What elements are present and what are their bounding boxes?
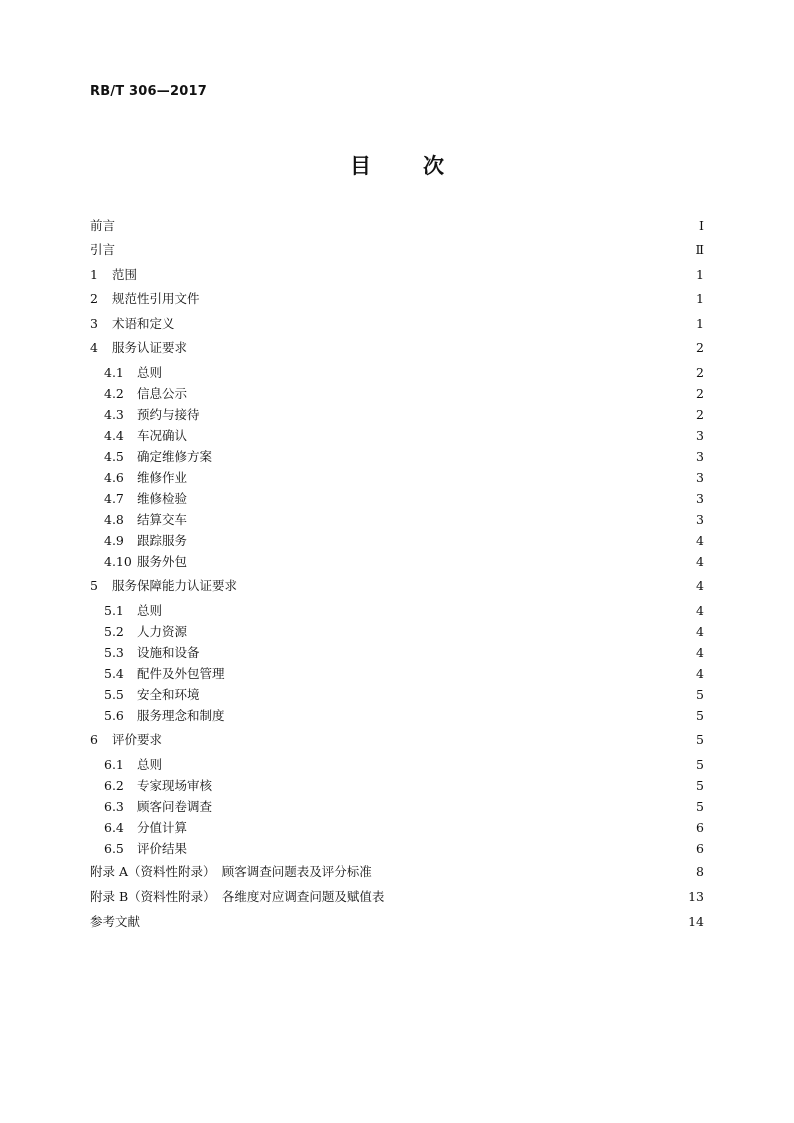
toc-entry-page: 5 bbox=[696, 707, 704, 723]
toc-leader-dots bbox=[218, 447, 690, 467]
toc-entry-label: 预约与接待 bbox=[137, 406, 200, 422]
toc-entry[interactable] bbox=[90, 338, 704, 358]
toc-entry-label: 顾客问卷调查 bbox=[137, 798, 213, 814]
toc-entry[interactable] bbox=[90, 576, 704, 596]
toc-title bbox=[0, 150, 794, 180]
toc-entry-label: 服务外包 bbox=[137, 553, 188, 569]
toc-entry-label: 附录 B（资料性附录） 各维度对应调查问题及赋值表 bbox=[90, 888, 385, 904]
toc-leader-dots bbox=[193, 510, 690, 530]
toc-entry-label: 人力资源 bbox=[137, 623, 188, 639]
toc-entry-number: 4.3 bbox=[104, 406, 124, 422]
toc-entry-number: 4.10 bbox=[104, 553, 132, 569]
toc-entry-page: 4 bbox=[696, 577, 704, 593]
toc-entry-label: 维修作业 bbox=[137, 469, 188, 485]
toc-entry-page: 3 bbox=[696, 448, 704, 464]
toc-entry[interactable] bbox=[104, 384, 704, 404]
toc-entry-label: 维修检验 bbox=[137, 490, 188, 506]
toc-entry-page: 4 bbox=[696, 665, 704, 681]
toc-entry[interactable] bbox=[104, 426, 704, 446]
toc-leader-dots bbox=[168, 601, 690, 621]
toc-entry-label: 前言 bbox=[90, 217, 116, 233]
toc-entry[interactable] bbox=[104, 664, 704, 684]
toc-entry[interactable] bbox=[104, 405, 704, 425]
toc-entry[interactable] bbox=[104, 818, 704, 838]
toc-entry-number: 5.5 bbox=[104, 686, 124, 702]
toc-entry-number: 4.4 bbox=[104, 427, 124, 443]
toc-leader-dots bbox=[193, 839, 690, 859]
toc-entry-label: 总则 bbox=[137, 602, 163, 618]
toc-leader-dots bbox=[206, 289, 690, 309]
toc-leader-dots bbox=[193, 426, 690, 446]
toc-entry-label: 车况确认 bbox=[137, 427, 188, 443]
toc-entry-page: 3 bbox=[696, 490, 704, 506]
toc-entry-page: 3 bbox=[696, 469, 704, 485]
toc-entry[interactable] bbox=[104, 601, 704, 621]
toc-entry-number: 4.7 bbox=[104, 490, 124, 506]
toc-leader-dots bbox=[218, 797, 690, 817]
toc-entry-label: 服务理念和制度 bbox=[137, 707, 225, 723]
toc-entry-page: 2 bbox=[696, 406, 704, 422]
toc-entry-number: 6 bbox=[90, 731, 98, 747]
toc-entry[interactable] bbox=[104, 706, 704, 726]
toc-leader-dots bbox=[168, 755, 690, 775]
toc-entry[interactable] bbox=[90, 240, 704, 260]
toc-entry-page: 3 bbox=[696, 511, 704, 527]
toc-entry-label: 规范性引用文件 bbox=[112, 290, 200, 306]
toc-leader-dots bbox=[206, 405, 690, 425]
toc-entry-label: 服务保障能力认证要求 bbox=[112, 577, 238, 593]
toc-entry-page: 1 bbox=[696, 315, 704, 331]
toc-entry[interactable] bbox=[104, 531, 704, 551]
toc-entry-number: 6.3 bbox=[104, 798, 124, 814]
toc-entry-page: Ⅰ bbox=[699, 217, 704, 233]
toc-entry[interactable] bbox=[90, 265, 704, 285]
toc-entry-page: 5 bbox=[696, 686, 704, 702]
toc-entry-page: 4 bbox=[696, 532, 704, 548]
toc-entry-page: 6 bbox=[696, 840, 704, 856]
toc-entry-number: 5.1 bbox=[104, 602, 124, 618]
toc-entry-label: 信息公示 bbox=[137, 385, 188, 401]
toc-entry-label: 跟踪服务 bbox=[137, 532, 188, 548]
toc-entry-label: 专家现场审核 bbox=[137, 777, 213, 793]
toc-leader-dots bbox=[231, 706, 690, 726]
toc-entry-page: 2 bbox=[696, 364, 704, 380]
toc-leader-dots bbox=[193, 468, 690, 488]
toc-entry-label: 结算交车 bbox=[137, 511, 188, 527]
toc-leader-dots bbox=[206, 643, 690, 663]
toc-entry-page: 13 bbox=[688, 888, 704, 904]
toc-entry[interactable] bbox=[104, 643, 704, 663]
toc-entry-page: 1 bbox=[696, 266, 704, 282]
toc-leader-dots bbox=[121, 240, 689, 260]
toc-entry-label: 附录 A（资料性附录） 顾客调查问题表及评分标准 bbox=[90, 863, 372, 879]
toc-entry[interactable] bbox=[104, 510, 704, 530]
toc-entry[interactable] bbox=[90, 216, 704, 236]
toc-entry-number: 1 bbox=[90, 266, 98, 282]
toc-leader-dots bbox=[193, 531, 690, 551]
toc-leader-dots bbox=[146, 912, 682, 932]
toc-leader-dots bbox=[243, 576, 690, 596]
toc-entry-page: 2 bbox=[696, 385, 704, 401]
toc-entry[interactable] bbox=[104, 489, 704, 509]
toc-entry-number: 4.2 bbox=[104, 385, 124, 401]
toc-entry[interactable] bbox=[104, 363, 704, 383]
toc-entry-label: 分值计算 bbox=[137, 819, 188, 835]
toc-entry-number: 4.9 bbox=[104, 532, 124, 548]
toc-leader-dots bbox=[181, 314, 690, 334]
toc-entry-label: 服务认证要求 bbox=[112, 339, 188, 355]
toc-entry-number: 6.2 bbox=[104, 777, 124, 793]
toc-entry[interactable] bbox=[104, 685, 704, 705]
toc-leader-dots bbox=[218, 776, 690, 796]
toc-entry-label: 引言 bbox=[90, 241, 116, 257]
toc-entry-number: 5.6 bbox=[104, 707, 124, 723]
toc-leader-dots bbox=[193, 552, 690, 572]
toc-entry-number: 5 bbox=[90, 577, 98, 593]
toc-entry-number: 3 bbox=[90, 315, 98, 331]
toc-entry[interactable] bbox=[104, 622, 704, 642]
toc-entry-page: 4 bbox=[696, 623, 704, 639]
toc-leader-dots bbox=[378, 862, 690, 882]
toc-leader-dots bbox=[193, 622, 690, 642]
toc-entry-number: 5.3 bbox=[104, 644, 124, 660]
toc-leader-dots bbox=[390, 887, 682, 907]
toc-entry-page: 14 bbox=[688, 913, 704, 929]
toc-entry[interactable] bbox=[90, 314, 704, 334]
toc-leader-dots bbox=[168, 730, 690, 750]
toc-entry-number: 4.8 bbox=[104, 511, 124, 527]
toc-leader-dots bbox=[143, 265, 690, 285]
toc-leader-dots bbox=[193, 818, 690, 838]
toc-entry-page: 4 bbox=[696, 602, 704, 618]
toc-entry-page: 2 bbox=[696, 339, 704, 355]
document-code: RB/T 306—2017 bbox=[90, 84, 207, 99]
toc-entry[interactable] bbox=[104, 552, 704, 572]
toc-entry-number: 6.5 bbox=[104, 840, 124, 856]
toc-entry[interactable] bbox=[90, 289, 704, 309]
toc-entry-page: 6 bbox=[696, 819, 704, 835]
toc-entry-page: 4 bbox=[696, 644, 704, 660]
toc-leader-dots bbox=[206, 685, 690, 705]
toc-entry[interactable] bbox=[90, 862, 704, 882]
toc-entry[interactable] bbox=[104, 776, 704, 796]
toc-entry-page: 5 bbox=[696, 756, 704, 772]
toc-title-part2: 次 bbox=[423, 154, 444, 178]
toc-entry-page: 4 bbox=[696, 553, 704, 569]
toc-entry-number: 5.2 bbox=[104, 623, 124, 639]
toc-entry-label: 设施和设备 bbox=[137, 644, 200, 660]
toc-entry[interactable] bbox=[104, 797, 704, 817]
toc-entry-number: 2 bbox=[90, 290, 98, 306]
toc-entry-label: 参考文献 bbox=[90, 913, 141, 929]
toc-entry-number: 4.6 bbox=[104, 469, 124, 485]
toc-entry[interactable] bbox=[104, 468, 704, 488]
toc-entry[interactable] bbox=[104, 755, 704, 775]
toc-entry[interactable] bbox=[104, 447, 704, 467]
toc-entry-number: 4.1 bbox=[104, 364, 124, 380]
toc-leader-dots bbox=[231, 664, 690, 684]
toc-entry-number: 4 bbox=[90, 339, 98, 355]
toc-entry-label: 配件及外包管理 bbox=[137, 665, 225, 681]
toc-entry-label: 安全和环境 bbox=[137, 686, 200, 702]
toc-entry-label: 总则 bbox=[137, 756, 163, 772]
toc-entry-number: 4.5 bbox=[104, 448, 124, 464]
toc-entry-label: 评价结果 bbox=[137, 840, 188, 856]
toc-entry-label: 范围 bbox=[112, 266, 138, 282]
toc-entry-page: 8 bbox=[696, 863, 704, 879]
toc-entry-label: 评价要求 bbox=[112, 731, 163, 747]
toc-entry-number: 6.4 bbox=[104, 819, 124, 835]
toc-entry-page: 3 bbox=[696, 427, 704, 443]
toc-entry[interactable] bbox=[104, 839, 704, 859]
toc-title-part1: 目 bbox=[350, 154, 371, 178]
toc-leader-dots bbox=[168, 363, 690, 383]
toc-entry-page: 5 bbox=[696, 731, 704, 747]
toc-entry[interactable] bbox=[90, 887, 704, 907]
toc-leader-dots bbox=[121, 216, 690, 236]
toc-leader-dots bbox=[193, 338, 690, 358]
toc-entry-number: 5.4 bbox=[104, 665, 124, 681]
toc-entry-page: 1 bbox=[696, 290, 704, 306]
toc-entry-label: 确定维修方案 bbox=[137, 448, 213, 464]
toc-entry-page: 5 bbox=[696, 777, 704, 793]
toc-entry-label: 总则 bbox=[137, 364, 163, 380]
toc-entry-number: 6.1 bbox=[104, 756, 124, 772]
toc-entry[interactable] bbox=[90, 912, 704, 932]
toc-entry-page: 5 bbox=[696, 798, 704, 814]
toc-entry-page: Ⅱ bbox=[695, 241, 704, 257]
toc-entry-label: 术语和定义 bbox=[112, 315, 175, 331]
toc-leader-dots bbox=[193, 489, 690, 509]
toc-leader-dots bbox=[193, 384, 690, 404]
toc-entry[interactable] bbox=[90, 730, 704, 750]
